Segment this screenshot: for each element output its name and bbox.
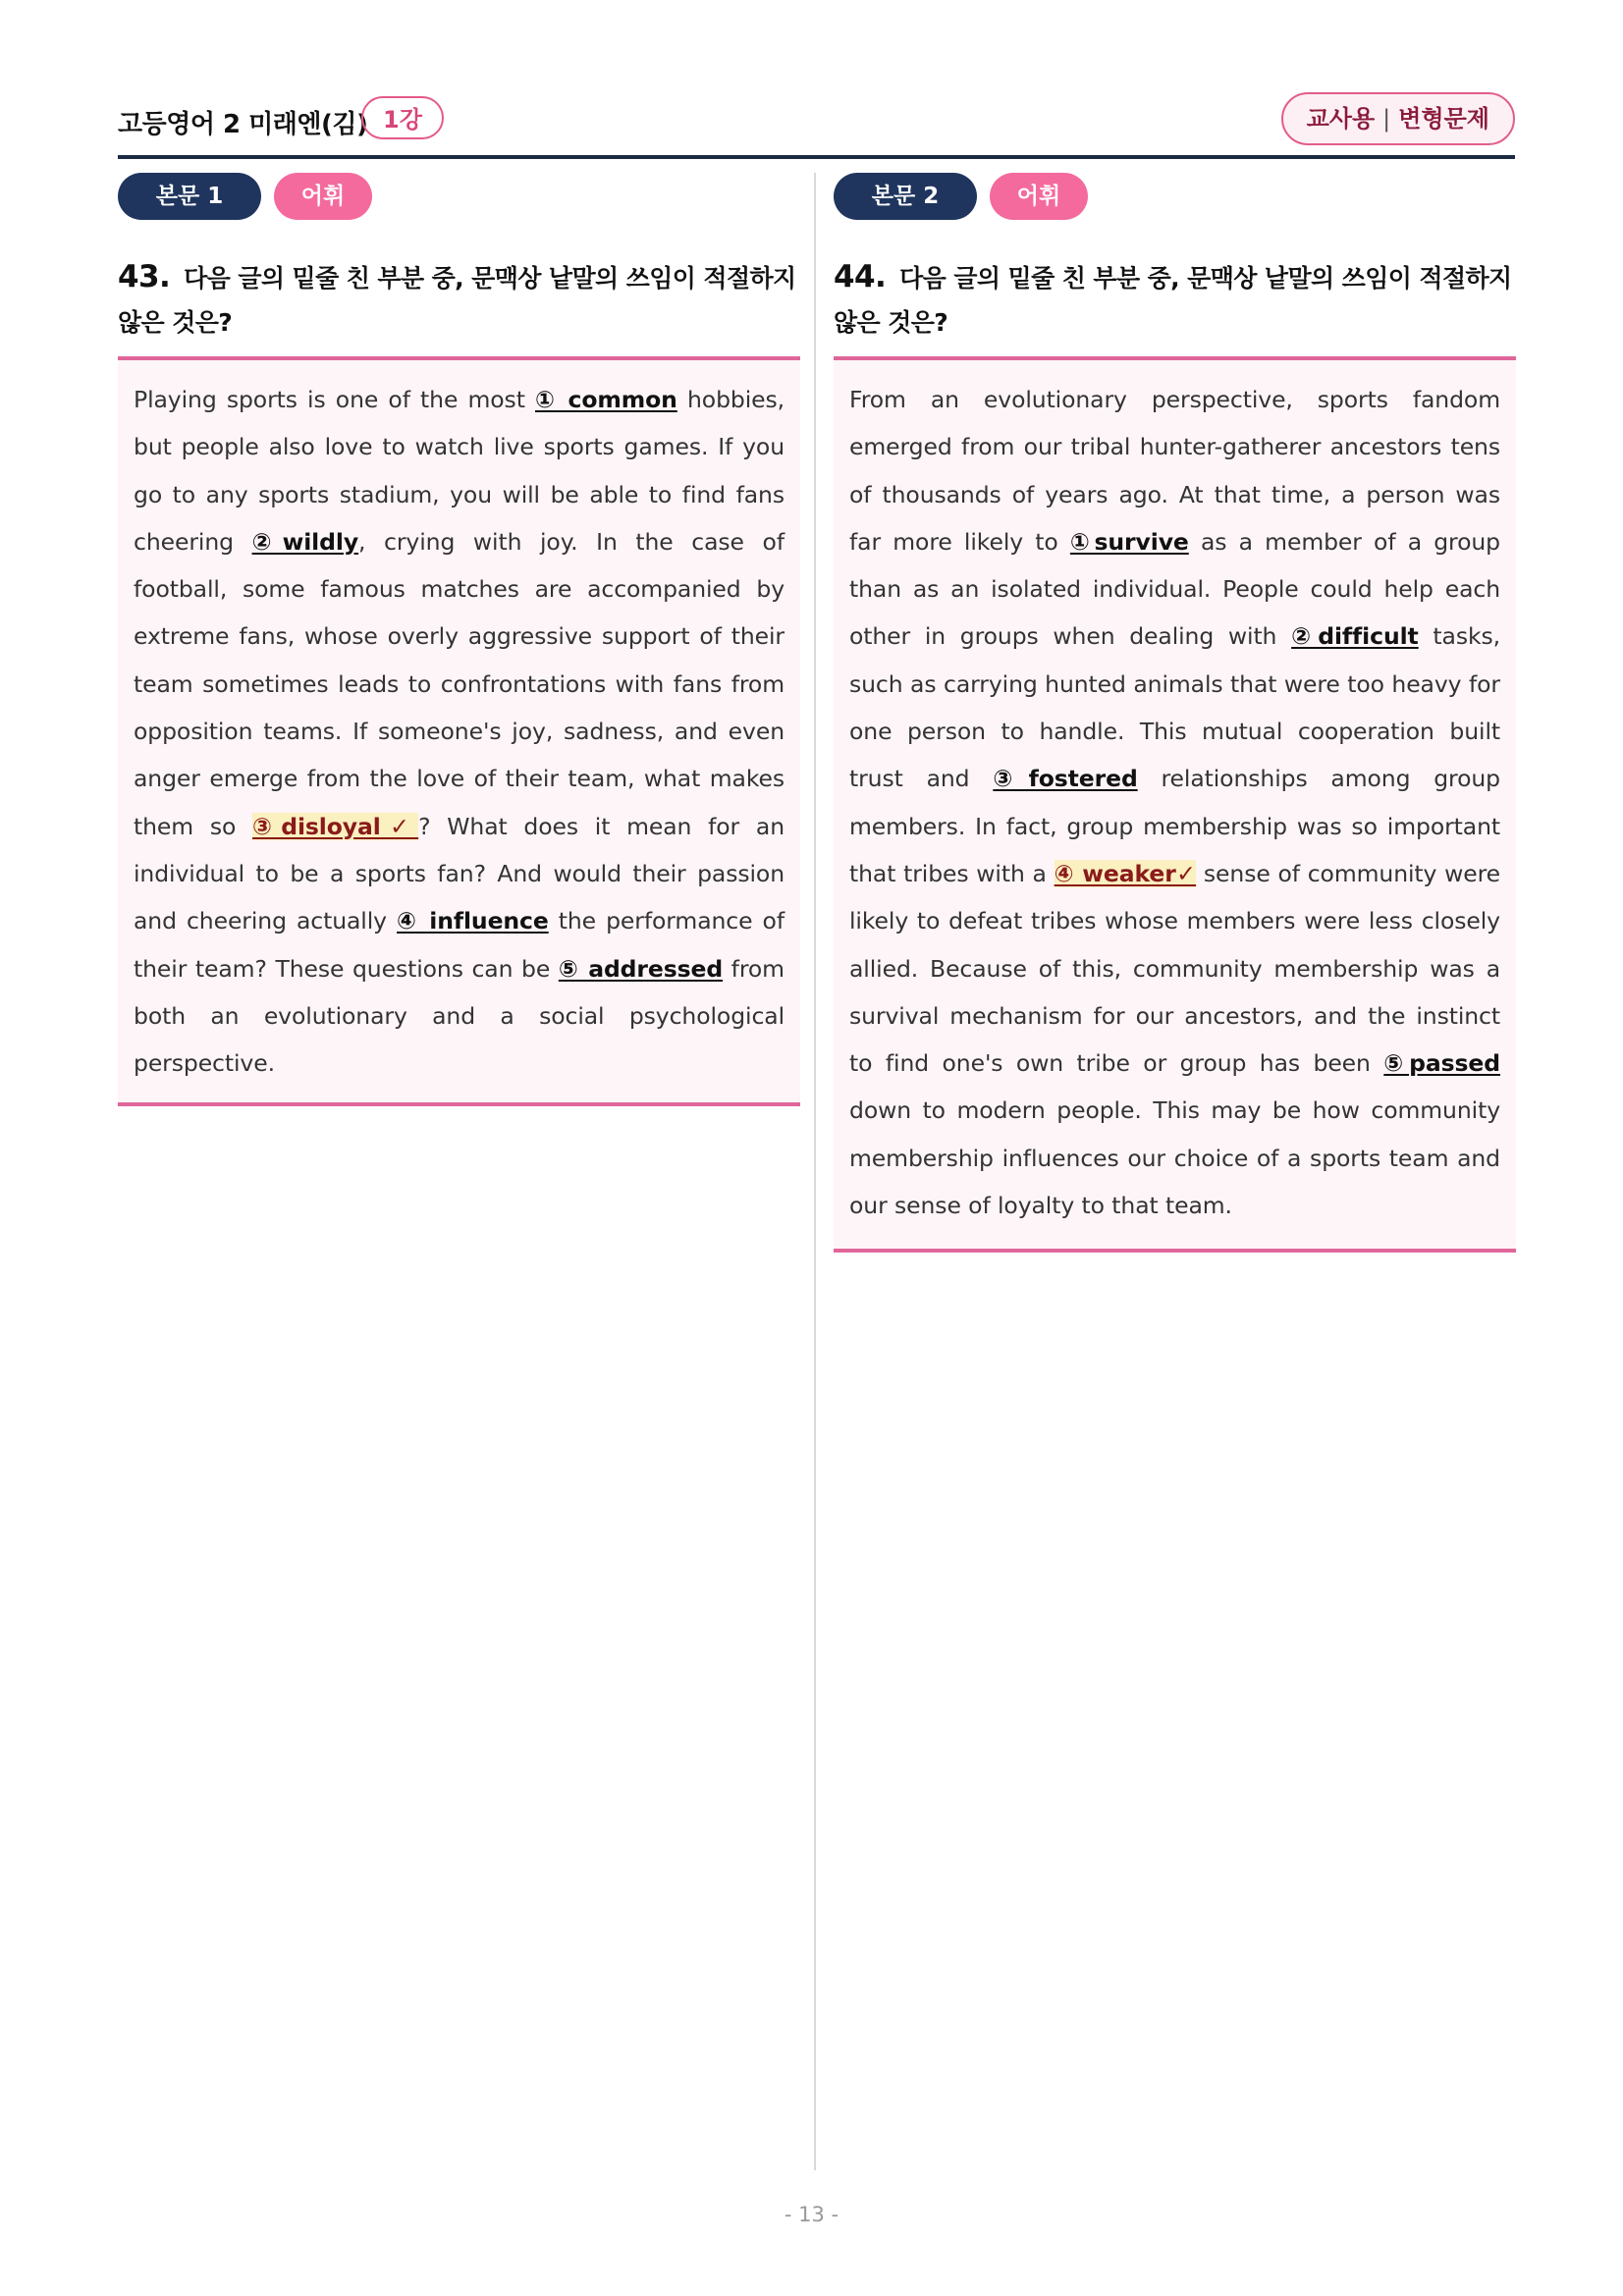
passage-segment: down to modern people. This may be how community membership influences our choice of a sports team and our sense of loyalty to that team. <box>849 1096 1500 1220</box>
choice-4: ④ influence <box>397 907 549 935</box>
choice-2: ②difficult <box>1291 622 1419 651</box>
passage-segment: Playing sports is one of the most <box>134 386 535 413</box>
passage-tag: 본문 1 <box>118 173 261 220</box>
badge-label-teacher: 교사용 <box>1306 105 1376 133</box>
badge-label-variant: 변형문제 <box>1398 105 1489 133</box>
passage-rule <box>834 1249 1516 1253</box>
passage-tag: 본문 2 <box>834 173 977 220</box>
passage-segment: , crying with joy. In the case of football, some famous matches are accompanied by extreme fans, whose overly aggressive support of their team sometimes leads to confrontations with fans from opposition teams. If someone's joy, sadness, and even anger emerge from the love of their team, what makes them so <box>134 527 784 840</box>
lesson-badge: 1강 <box>361 96 444 139</box>
passage-segment: relationships among group members. In fact, group membership was so important that tribes with a <box>849 765 1500 887</box>
choice-4-answer: ④ weaker✓ <box>1054 859 1197 887</box>
passage-text <box>118 360 800 1102</box>
book-title: 고등영어 2 미래엔(김) <box>118 110 368 139</box>
question-prompt <box>118 255 800 345</box>
passage-segment: tasks, such as carrying hunted animals that were too heavy for one person to handle. This mutual cooperation built trust and <box>849 622 1500 793</box>
category-tag: 어휘 <box>274 173 372 220</box>
question-text: 다음 글의 밑줄 친 부분 중, 문맥상 낱말의 쓰임이 적절하지 않은 것은? <box>118 264 796 337</box>
passage-segment: from both an evolutionary and a social psychological perspective. <box>134 954 784 1078</box>
choice-5: ⑤passed <box>1383 1049 1500 1078</box>
teacher-edition-badge <box>1281 92 1515 145</box>
choice-1: ① common <box>535 386 677 413</box>
question-prompt <box>834 255 1516 345</box>
passage-segment: From an evolutionary perspective, sports fandom emerged from our tribal hunter-gatherer ancestors tens of thousands of years ago. At that time, a person was far more likely to <box>849 386 1500 556</box>
header-divider <box>118 155 1515 159</box>
passage-segment: as a member of a group than as an isolated individual. People could help each other in groups when dealing with <box>849 527 1500 651</box>
choice-5: ⑤ addressed <box>558 954 724 983</box>
tag-row <box>834 173 1516 222</box>
passage-segment: sense of community were likely to defeat tribes whose members were less closely allied. Because of this, community membership was a survival mechanism for our ancestors, and the instinct to find one's own tribe or group has been <box>849 859 1500 1078</box>
question-text: 다음 글의 밑줄 친 부분 중, 문맥상 낱말의 쓰임이 적절하지 않은 것은? <box>834 264 1512 337</box>
passage-text <box>834 360 1516 1249</box>
choice-3: ③fostered <box>993 765 1138 793</box>
passage-segment: hobbies, but people also love to watch live sports games. If you go to any sports stadium, you will be able to find fans cheering <box>134 386 785 556</box>
question-number: 44. <box>834 259 887 294</box>
passage-segment: the performance of their team? These questions can be <box>134 907 784 983</box>
passage-rule <box>118 1102 800 1106</box>
page-header <box>118 96 1515 155</box>
page-number: - 13 - <box>784 2203 839 2226</box>
badge-separator: | <box>1382 105 1391 133</box>
tag-row <box>118 173 800 222</box>
question-column-left <box>118 173 800 1106</box>
category-tag: 어휘 <box>990 173 1088 220</box>
choice-3-answer: ③disloyal✓ <box>252 812 419 840</box>
choice-1: ①survive <box>1069 527 1189 556</box>
choice-2: ②wildly <box>251 527 359 556</box>
question-column-right <box>834 173 1516 1253</box>
passage-segment: ? What does it mean for an individual to be a sports fan? And would their passion and cheering actually <box>134 812 784 935</box>
question-number: 43. <box>118 259 171 294</box>
column-divider <box>814 173 816 2170</box>
